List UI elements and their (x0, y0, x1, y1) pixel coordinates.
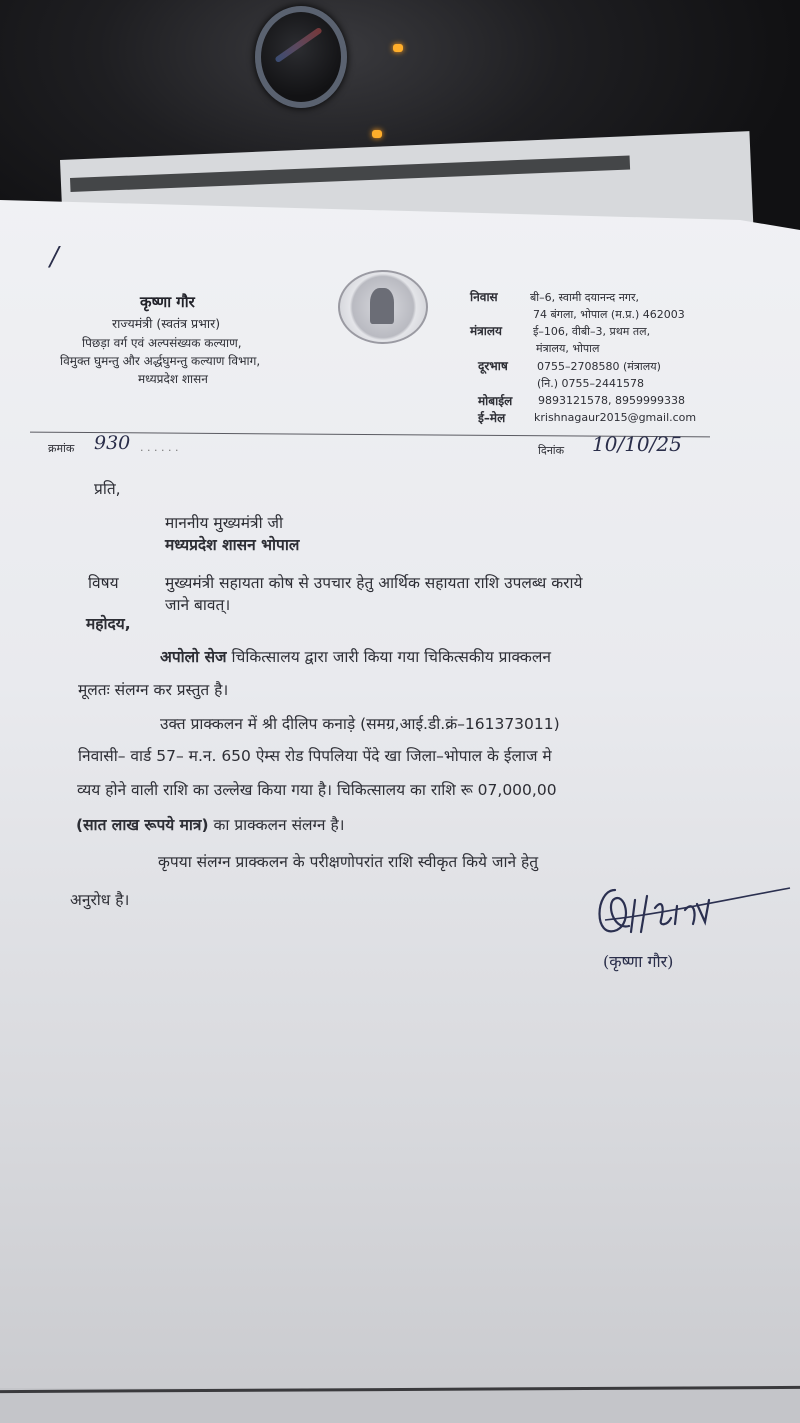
addressee-line1: माननीय मुख्यमंत्री जी (165, 514, 284, 532)
para1-line1-rest: चिकित्सालय द्वारा जारी किया गया चिकित्सकीय प्राक्कलन (226, 648, 551, 666)
para2-line4-rest: का प्राक्कलन संलग्न है। (208, 816, 345, 834)
residence-line2: 74 बंगला, भोपाल (म.प्र.) 462003 (533, 308, 685, 321)
signatory-name: (कृष्णा गौर) (603, 952, 674, 971)
ministry-line1: ई–106, वीबी–3, प्रथम तल, (533, 325, 651, 338)
residence-line1: बी–6, स्वामी दयानन्द नगर, (530, 291, 639, 304)
climate-knob (255, 6, 347, 108)
mobile-label: मोबाईल (478, 394, 513, 408)
subject-line1: मुख्यमंत्री सहायता कोष से उपचार हेतु आर्थिक सहायता राशि उपलब्ध कराये (165, 574, 583, 592)
phone-line2: (नि.) 0755–2441578 (537, 377, 645, 390)
para1-line2: मूलतः संलग्न कर प्रस्तुत है। (78, 681, 229, 699)
phone-label: दूरभाष (478, 359, 508, 373)
government-emblem (338, 270, 428, 344)
indicator-light (372, 130, 382, 138)
sender-govt: मध्यप्रदेश शासन (138, 372, 208, 386)
subject-label: विषय (88, 574, 119, 592)
ref-dots: . . . . . . (140, 441, 179, 454)
email-address: krishnagaur2015@gmail.com (534, 411, 697, 424)
salutation: महोदय, (86, 615, 131, 633)
date-label: दिनांक (538, 444, 565, 457)
letter-date: 10/10/25 (592, 432, 682, 456)
para2-line1: उक्त प्राक्कलन में श्री दीलिप कनाड़े (समग्र,आई.डी.क्रं–161373011) (160, 715, 560, 733)
to-line: प्रति, (94, 480, 121, 498)
subject-line2: जाने बावत्। (165, 596, 231, 614)
sender-dept-line1: पिछड़ा वर्ग एवं अल्पसंख्यक कल्याण, (82, 336, 242, 350)
sender-dept-line2: विमुक्त घुमन्तु और अर्द्धघुमन्तु कल्याण विभाग, (60, 354, 261, 368)
amount-in-words: (सात लाख रूपये मात्र) (76, 816, 209, 834)
email-label: ई–मेल (478, 411, 506, 425)
indicator-light (393, 44, 403, 52)
letter-paper (0, 190, 800, 1423)
sender-name: कृष्णा गौर (140, 293, 195, 311)
para1-line1 (160, 645, 551, 667)
corner-mark: / (50, 242, 59, 272)
phone-line1: 0755–2708580 (मंत्रालय) (537, 360, 661, 373)
ministry-line2: मंत्रालय, भोपाल (536, 342, 600, 355)
para2-line3: व्यय होने वाली राशि का उल्लेख किया गया है। चिकित्सालय का राशि रू 07,000,00 (77, 781, 557, 799)
sender-title: राज्यमंत्री (स्वतंत्र प्रभार) (112, 316, 221, 331)
ref-number: 930 (94, 432, 131, 454)
addressee-line2: मध्यप्रदेश शासन भोपाल (165, 536, 300, 554)
para2-line2: निवासी– वार्ड 57– म.न. 650 ऐम्स रोड पिपलिया पेंदे खा जिला–भोपाल के ईलाज मे (78, 747, 552, 765)
ministry-label: मंत्रालय (470, 324, 503, 338)
hospital-name: अपोलो सेज (160, 648, 227, 666)
ref-number-label: क्रमांक (48, 442, 75, 455)
para3-line2: अनुरोध है। (70, 891, 130, 909)
residence-label: निवास (470, 290, 498, 304)
paper-bottom-edge (0, 1388, 800, 1423)
para2-line4 (76, 813, 345, 835)
mobile-number: 9893121578, 8959999338 (538, 394, 685, 407)
para3-line1: कृपया संलग्न प्राक्कलन के परीक्षणोपरांत राशि स्वीकृत किये जाने हेतु (158, 853, 539, 871)
